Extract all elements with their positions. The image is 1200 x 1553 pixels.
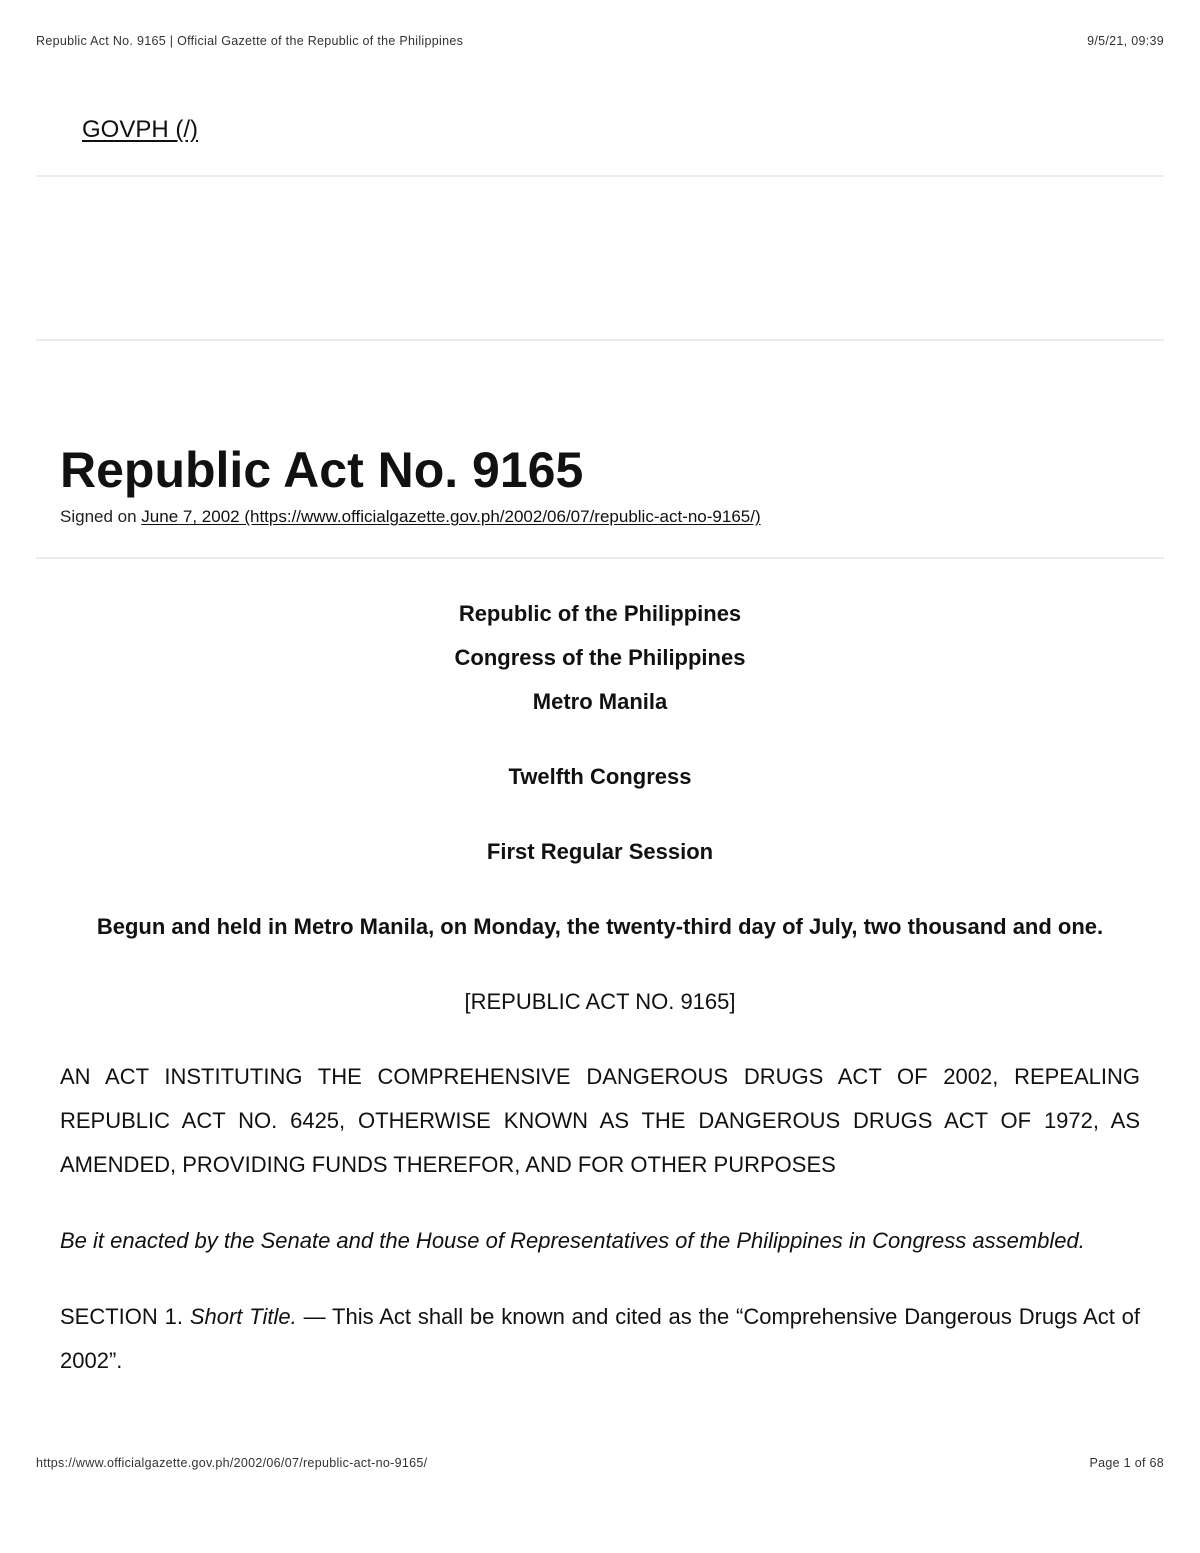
document-body [60, 592, 1140, 1383]
page-title: Republic Act No. 9165 [60, 442, 584, 498]
enacting-clause: Be it enacted by the Senate and the House of Representatives of the Philippines in Congress assembled. [60, 1228, 1085, 1253]
divider [36, 175, 1164, 177]
print-footer [36, 1456, 1164, 1474]
signed-date-line [60, 507, 761, 527]
act-number: [REPUBLIC ACT NO. 9165] [464, 989, 736, 1014]
print-header-title: Republic Act No. 9165 | Official Gazette of the Republic of the Philippines [36, 34, 464, 48]
print-header [36, 34, 1164, 52]
section-1-label: SECTION 1. [60, 1304, 190, 1329]
print-header-timestamp: 9/5/21, 09:39 [1087, 34, 1164, 48]
page-indicator: Page 1 of 68 [1089, 1456, 1164, 1470]
divider [36, 557, 1164, 559]
act-title: AN ACT INSTITUTING THE COMPREHENSIVE DANGEROUS DRUGS ACT OF 2002, REPEALING REPUBLIC ACT NO. 6425, OTHERWISE KNOWN AS THE DANGEROUS DRUGS ACT OF 1972, AS AMENDED, PROVIDING FUNDS THEREFOR, AND FOR OTHER PURPOSES [60, 1064, 1140, 1177]
divider [36, 339, 1164, 341]
print-footer-url: https://www.officialgazette.gov.ph/2002/06/07/republic-act-no-9165/ [36, 1456, 428, 1470]
session-label: First Regular Session [486, 839, 714, 864]
signed-date-link[interactable]: June 7, 2002 (https://www.officialgazette.gov.ph/2002/06/07/republic-act-no-9165/) [141, 507, 761, 526]
section-1 [60, 1295, 1140, 1383]
heading-location: Metro Manila [532, 689, 668, 714]
section-1-heading: Short Title. [189, 1304, 297, 1329]
heading-congress: Congress of the Philippines [454, 645, 746, 670]
govph-home-link[interactable]: GOVPH (/) [82, 116, 199, 143]
begun-statement: Begun and held in Metro Manila, on Monday, the twenty-third day of July, two thousand and one. [96, 914, 1104, 939]
congress-number: Twelfth Congress [508, 764, 692, 789]
heading-republic: Republic of the Philippines [458, 601, 742, 626]
section-1-text: — This Act shall be known and cited as the “Comprehensive Dangerous Drugs Act of 2002”. [60, 1304, 1141, 1373]
signed-prefix: Signed on [60, 507, 142, 526]
